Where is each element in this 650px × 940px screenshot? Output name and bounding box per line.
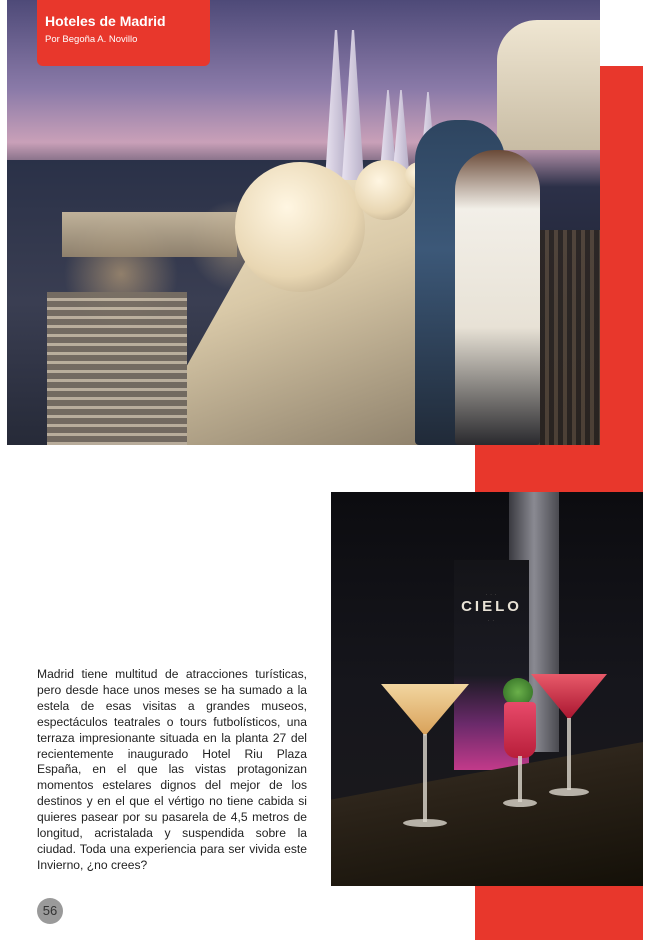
menu-card-subline: · · [488, 618, 495, 623]
stone-sphere [235, 162, 365, 292]
article-body: Madrid tiene multitud de atracciones turísticas, pero desde hace unos meses se ha sumado a la estela de esas visitas a grandes museos, espectáculos teatrales o tours futbolísticos, una terraza impresionante situada en la planta 27 del recientemente inaugurado Hotel Riu Plaza España, en el que las vistas protagonizan momentos estelares dignos del mejor de los destinos y en el que el vértigo no tiene cabida si quieres pasear por su pasarela de 4,5 metros de longitud, acristalada y suspendida sobre la ciudad. Toda una experiencia para ser vivida este Invierno, ¿no crees? [37, 667, 307, 872]
spire [393, 90, 409, 170]
cocktail-glass-left [381, 684, 469, 834]
menu-card-title: CIELO [461, 598, 522, 615]
spire [380, 90, 396, 170]
menu-card-overline: · · · [485, 592, 498, 597]
article-header [37, 0, 210, 66]
woman-figure [455, 150, 540, 445]
rooftop-terrace-photo [7, 0, 600, 445]
article-byline: Por Begoña A. Novillo [45, 34, 138, 45]
page-number-badge: 56 [37, 898, 63, 924]
royal-palace [62, 212, 237, 257]
cocktails-photo [331, 492, 643, 886]
cocktail-glass-right [531, 674, 607, 802]
rooftop-balcony [497, 20, 600, 150]
spire [342, 30, 364, 180]
article-title: Hoteles de Madrid [45, 13, 166, 29]
lit-tower-building [47, 292, 187, 445]
